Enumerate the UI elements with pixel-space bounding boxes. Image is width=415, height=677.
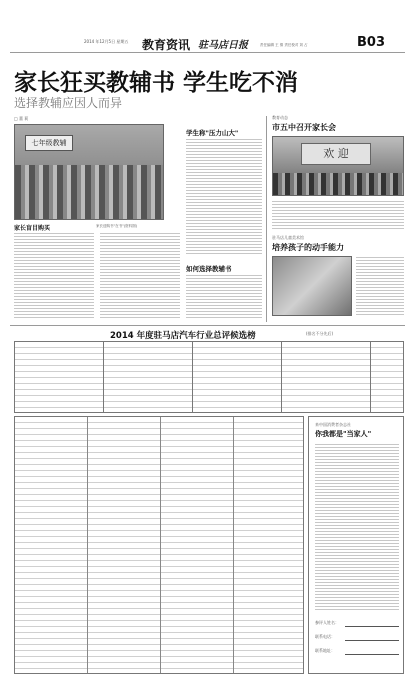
issue-date: 2014 年12月5日 星期五 <box>84 39 129 44</box>
article-col-3 <box>186 138 262 256</box>
news-text-1 <box>272 200 404 230</box>
table-title-note: (排名不分先后) <box>306 331 334 336</box>
article-col-4 <box>186 274 262 320</box>
masthead <box>0 0 415 58</box>
address-field[interactable] <box>345 654 399 655</box>
name-field[interactable] <box>345 626 399 627</box>
article-col-1 <box>14 232 94 320</box>
classroom-photo <box>272 136 404 196</box>
address-label: 联系地址： <box>315 648 335 653</box>
news-text-2 <box>356 256 404 316</box>
table-title: 2014 年度驻马店汽车行业总评候选榜 <box>110 331 256 341</box>
page-number: B03 <box>357 35 385 50</box>
subheading-pressure: 学生称"压力山大" <box>186 129 239 137</box>
classroom-people <box>273 173 404 196</box>
classroom-board: 欢 迎 <box>301 143 371 165</box>
phone-field[interactable] <box>345 640 399 641</box>
photo-caption: 家长选购书"在书"(资料图) <box>96 224 137 228</box>
editor-info: 责任编辑 王 倩 责任校对 刘 占 <box>260 43 308 47</box>
newspaper-logo: 驻马店日报 <box>198 40 248 51</box>
shelf-sign: 七年级教辅 <box>25 135 73 151</box>
form-body-text <box>315 443 399 611</box>
news-kicker-2: 驻马店儿童美术馆 <box>272 235 304 240</box>
main-headline: 家长狂买教辅书 学生吃不消 <box>14 70 299 96</box>
nomination-table-bottom <box>14 416 304 674</box>
news-title-handson: 培养孩子的动手能力 <box>272 243 344 252</box>
news-title-meeting: 市五中召开家长会 <box>272 123 336 132</box>
news-kicker: 教育动态 <box>272 115 288 120</box>
subheading-parents: 家长盲目购买 <box>14 225 51 232</box>
nomination-table-top <box>14 341 404 413</box>
byline: □ 董 莉 <box>14 116 29 121</box>
main-subtitle: 选择教辅应因人而异 <box>14 96 123 110</box>
section-title: 教育资讯 <box>142 38 191 52</box>
subheading-choose: 如何选择教辅书 <box>186 265 232 273</box>
form-title-top: 来中国消费者杂志社 <box>315 422 351 427</box>
table-top-rule <box>10 325 405 326</box>
ballot-form <box>308 416 404 674</box>
column-divider <box>266 116 267 322</box>
kids-photo <box>272 256 352 316</box>
form-title: 你我都是"当家人" <box>315 430 372 438</box>
bookstore-photo <box>14 124 164 220</box>
name-label: 参评人姓名： <box>315 620 339 625</box>
book-shelf <box>15 165 164 220</box>
phone-label: 联系电话： <box>315 634 335 639</box>
article-col-2 <box>100 232 180 320</box>
header-rule <box>10 52 405 53</box>
